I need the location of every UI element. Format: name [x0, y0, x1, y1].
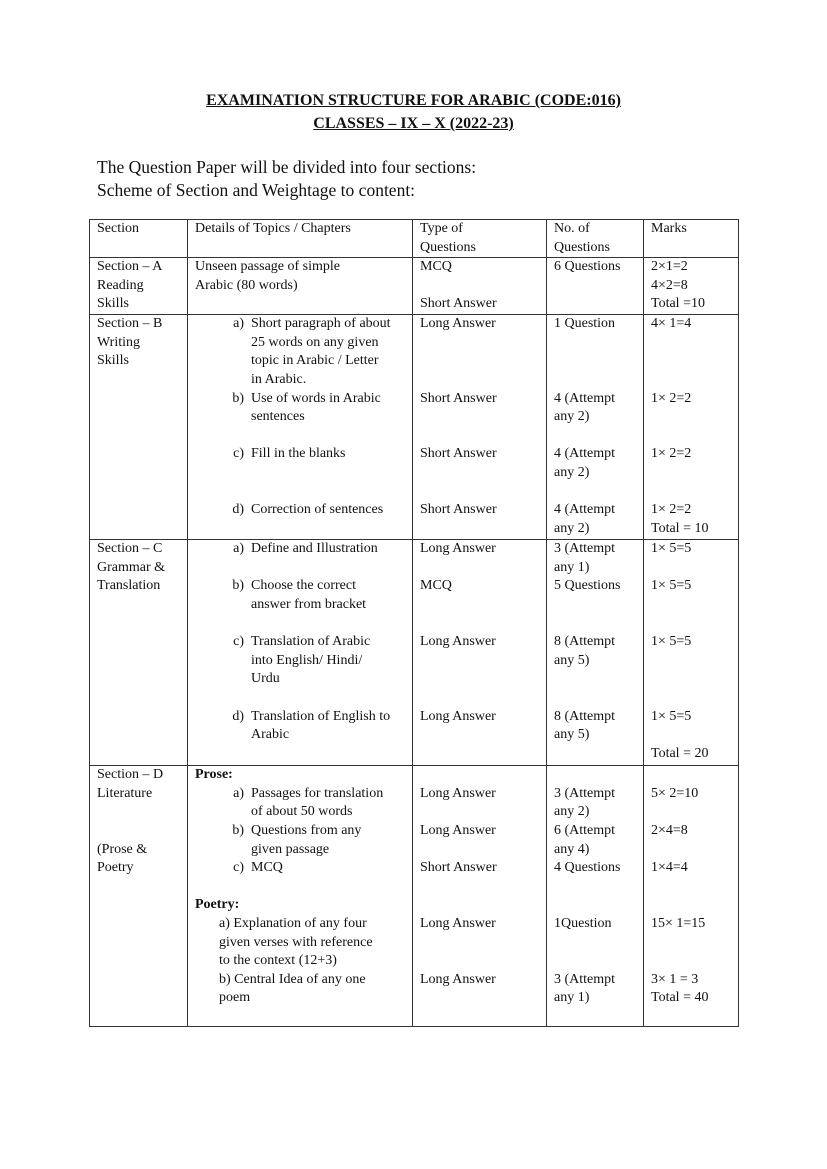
- header-type: Type of Questions: [413, 220, 547, 258]
- list-item: a) Passages for translation of about 50 words: [233, 785, 384, 820]
- list-item: a) Short paragraph of about 25 words on any given topic in Arabic / Letter in Arabic.: [233, 316, 391, 387]
- section-a-details: Unseen passage of simple Arabic (80 words): [188, 258, 413, 315]
- list-item: d) Correction of sentences: [232, 502, 384, 518]
- list-item: b) Use of words in Arabic sentences: [232, 390, 381, 425]
- list-item: a) Define and Illustration: [233, 541, 378, 557]
- section-b-details: [188, 315, 413, 540]
- section-d-name: Section – D Literature (Prose & Poetry: [90, 766, 188, 1027]
- list-item: c) Translation of Arabic into English/ Hindi/ Urdu: [233, 634, 371, 687]
- poetry-heading: Poetry:: [195, 897, 240, 913]
- header-marks: Marks: [644, 220, 739, 258]
- header-section: Section: [90, 220, 188, 258]
- section-a-name: Section – A Reading Skills: [90, 258, 188, 315]
- section-b-marks: 4× 1=4 1× 2=2 1× 2=2 1× 2=2 Total = 10: [644, 315, 739, 540]
- section-b-types: Long Answer Short Answer Short Answer Short Answer: [413, 315, 547, 540]
- list-item: d) Translation of English to Arabic: [232, 708, 391, 743]
- list-item: a) Explanation of any four given verses with reference to the context (12+3): [219, 915, 373, 969]
- section-a-marks: 2×1=2 4×2=8 Total =10: [644, 258, 739, 315]
- section-a-types: MCQ Short Answer: [413, 258, 547, 315]
- list-item: b) Choose the correct answer from bracket: [232, 578, 367, 612]
- section-d-details: [188, 766, 413, 1027]
- section-d-marks: 5× 2=10 2×4=8 1×4=4 15× 1=15 3× 1 = 3 Total = 40: [644, 766, 739, 1027]
- list-item: b) Questions from any given passage: [232, 822, 362, 857]
- document-subtitle: CLASSES – IX – X (2022-23): [313, 115, 514, 132]
- section-c-numbers: 3 (Attempt any 1) 5 Questions 8 (Attempt any 5) 8 (Attempt any 5): [547, 540, 644, 766]
- exam-structure-table: [89, 219, 739, 1027]
- table-row-section-d: [90, 766, 739, 1027]
- section-c-details: [188, 540, 413, 766]
- table-row-section-b: [90, 315, 739, 540]
- section-a-numbers: 6 Questions: [547, 258, 644, 315]
- table-header-row: [90, 220, 739, 258]
- intro-line-1: The Question Paper will be divided into four sections:: [97, 157, 477, 177]
- intro-line-2: Scheme of Section and Weightage to content:: [97, 180, 416, 200]
- document-title: EXAMINATION STRUCTURE FOR ARABIC (CODE:016): [206, 92, 621, 109]
- header-details: Details of Topics / Chapters: [188, 220, 413, 258]
- list-item: b) Central Idea of any one poem: [219, 971, 366, 1006]
- section-b-numbers: 1 Question 4 (Attempt any 2) 4 (Attempt any 2) 4 (Attempt any 2): [547, 315, 644, 540]
- section-c-name: Section – C Grammar & Translation: [90, 540, 188, 766]
- section-b-name: Section – B Writing Skills: [90, 315, 188, 540]
- section-d-types: Long Answer Long Answer Short Answer Long Answer Long Answer: [413, 766, 547, 1027]
- list-item: c) MCQ: [233, 860, 283, 876]
- table-row-section-a: [90, 258, 739, 315]
- section-c-types: Long Answer MCQ Long Answer Long Answer: [413, 540, 547, 766]
- list-item: c) Fill in the blanks: [233, 446, 346, 462]
- prose-heading: Prose:: [195, 767, 233, 783]
- table-row-section-c: [90, 540, 739, 766]
- section-d-numbers: 3 (Attempt any 2) 6 (Attempt any 4) 4 Questions 1Question 3 (Attempt any 1): [547, 766, 644, 1027]
- header-number: No. of Questions: [547, 220, 644, 258]
- section-c-marks: 1× 5=5 1× 5=5 1× 5=5 1× 5=5 Total = 20: [644, 540, 739, 766]
